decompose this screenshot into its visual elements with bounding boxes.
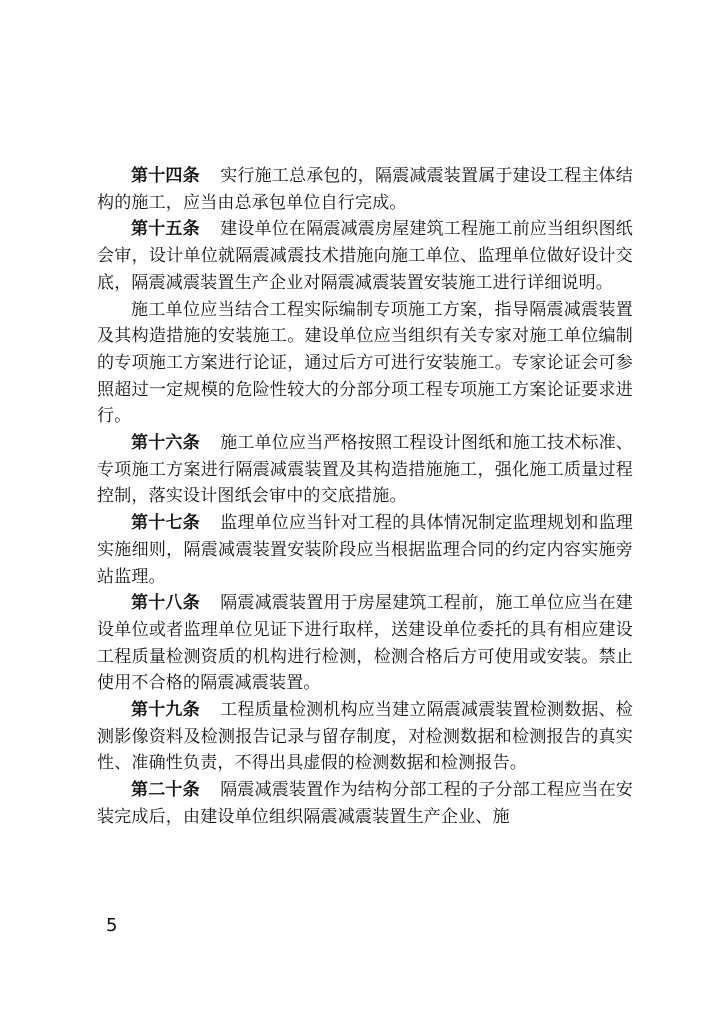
paragraph-article-18: [97, 590, 633, 697]
article-number: 第十九条: [131, 700, 200, 721]
paragraph-text: 监理单位应当针对工程的具体情况制定监理规划和监理实施细则，隔震减震装置安装阶段应当根据监理合同的约定内容实施旁站监理。: [97, 513, 634, 587]
paragraph-text: 隔震减震装置用于房屋建筑工程前，施工单位应当在建设单位或者监理单位见证下进行取样，送建设单位委托的具有相应建设工程质量检测资质的机构进行检测，检测合格后方可使用或安装。禁止使用不合格的隔震减震装置。: [97, 593, 634, 694]
paragraph-article-19: [97, 697, 633, 777]
paragraph-text: 施工单位应当结合工程实际编制专项施工方案，指导隔震减震装置及其构造措施的安装施工。建设单位应当组织有关专家对施工单位编制的专项施工方案进行论证，通过后方可进行安装施工。专家论证会可参照超过一定规模的危险性较大的分部分项工程专项施工方案论证要求进行。: [97, 299, 633, 427]
article-number: 第十四条: [131, 166, 200, 186]
paragraph-text: 工程质量检测机构应当建立隔震减震装置检测数据、检测影像资料及检测报告记录与留存制度，对检测数据和检测报告的真实性、准确性负责，不得出具虚假的检测数据和检测报告。: [97, 700, 634, 774]
page-number: 5: [106, 915, 118, 936]
paragraph-article-15: [97, 216, 633, 296]
paragraph-article-20: [97, 777, 633, 830]
paragraph-article-16: [97, 430, 633, 510]
paragraph-text: 隔震减震装置作为结构分部工程的子分部工程应当在安装完成后，由建设单位组织隔震减震装置生产企业、施: [97, 780, 634, 827]
paragraph-text: 施工单位应当严格按照工程设计图纸和施工技术标准、专项施工方案进行隔震减震装置及其构造措施施工，强化施工质量过程控制，落实设计图纸会审中的交底措施。: [97, 433, 634, 507]
paragraph-article-17: [97, 510, 633, 590]
paragraph-text: 建设单位在隔震减震房屋建筑工程施工前应当组织图纸会审，设计单位就隔震减震技术措施向施工单位、监理单位做好设计交底，隔震减震装置生产企业对隔震减震装置安装施工进行详细说明。: [97, 219, 634, 293]
article-number: 第二十条: [131, 780, 200, 801]
article-number: 第十五条: [131, 219, 200, 240]
article-number: 第十八条: [131, 593, 200, 614]
paragraph-text: 实行施工总承包的，隔震减震装置属于建设工程主体结构的施工，应当由总承包单位自行完成。: [97, 166, 634, 213]
paragraph-article-14: [97, 163, 633, 216]
paragraph-article-15-continuation: [97, 297, 633, 431]
article-number: 第十六条: [131, 433, 200, 454]
article-number: 第十七条: [131, 513, 200, 534]
document-body: [97, 163, 633, 831]
